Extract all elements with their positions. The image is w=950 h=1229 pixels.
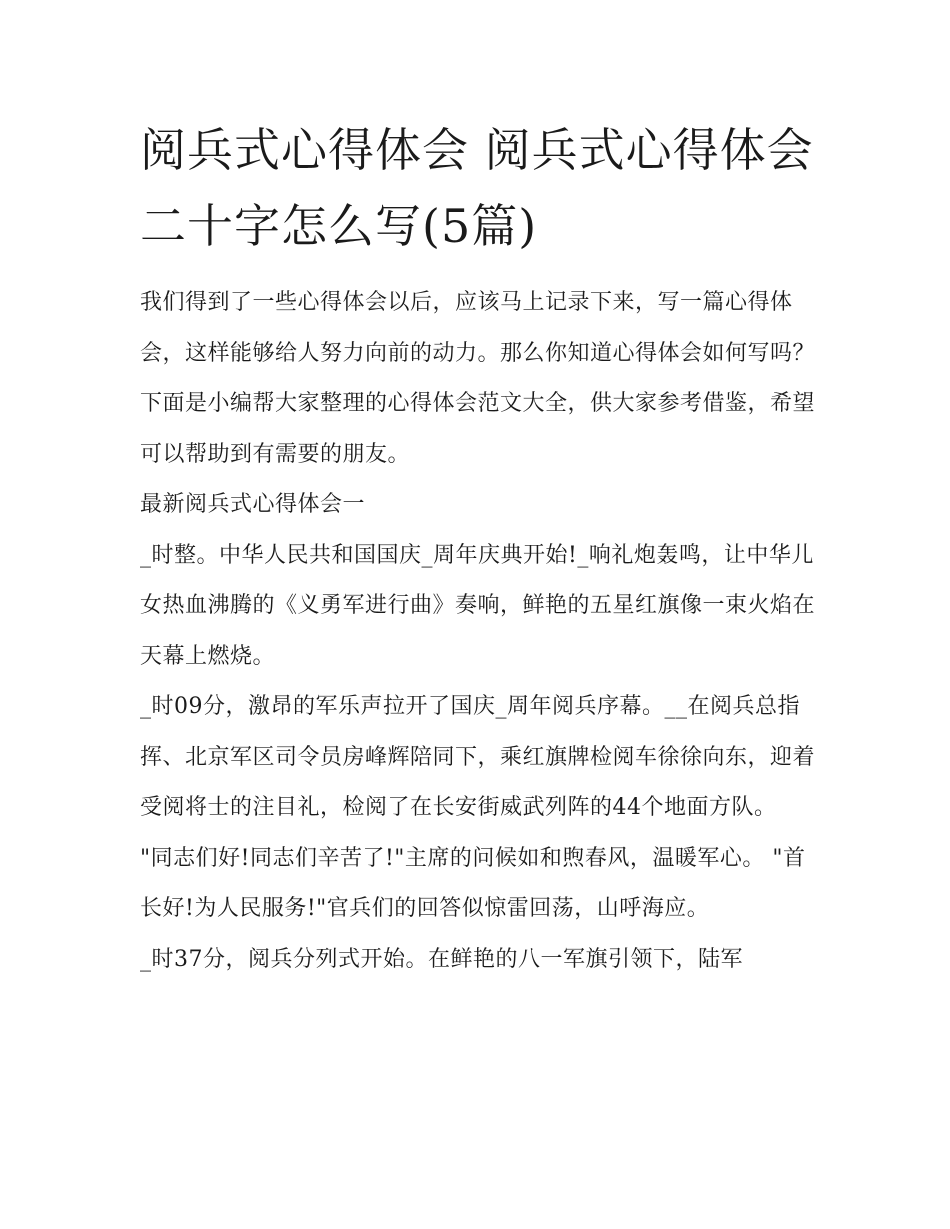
section-heading: 最新阅兵式心得体会一 (140, 492, 366, 517)
document-title: 阅兵式心得体会 阅兵式心得体会二十字怎么写(5篇) (140, 123, 814, 253)
document-page (140, 112, 820, 985)
body-paragraph: _时37分，阅兵分列式开始。在鲜艳的八一军旗引领下，陆军 (140, 946, 743, 972)
intro-paragraph: 我们得到了一些心得体会以后，应该马上记录下来，写一篇心得体会，这样能够给人努力向前的动力。那么你知道心得体会如何写吗？下面是小编帮大家整理的心得体会范文大全，供大家参考借鉴，希望可以帮助到有需要的朋友。 (140, 290, 816, 467)
body-paragraph: _时整。中华人民共和国国庆_周年庆典开始!_响礼炮轰鸣，让中华儿女热血沸腾的《义勇军进行曲》奏响，鲜艳的五星红旗像一束火焰在天幕上燃烧。 (140, 542, 816, 669)
body-paragraph: _时09分，激昂的军乐声拉开了国庆_周年阅兵序幕。__在阅兵总指挥、北京军区司令员房峰辉陪同下，乘红旗牌检阅车徐徐向东，迎着受阅将士的注目礼，检阅了在长安街威武列阵的44个地面方队。 (140, 694, 816, 820)
body-paragraph: "同志们好!同志们辛苦了!"主席的问候如和煦春风，温暖军心。 "首长好!为人民服务!"官兵们的回答似惊雷回荡，山呼海应。 (140, 845, 806, 921)
